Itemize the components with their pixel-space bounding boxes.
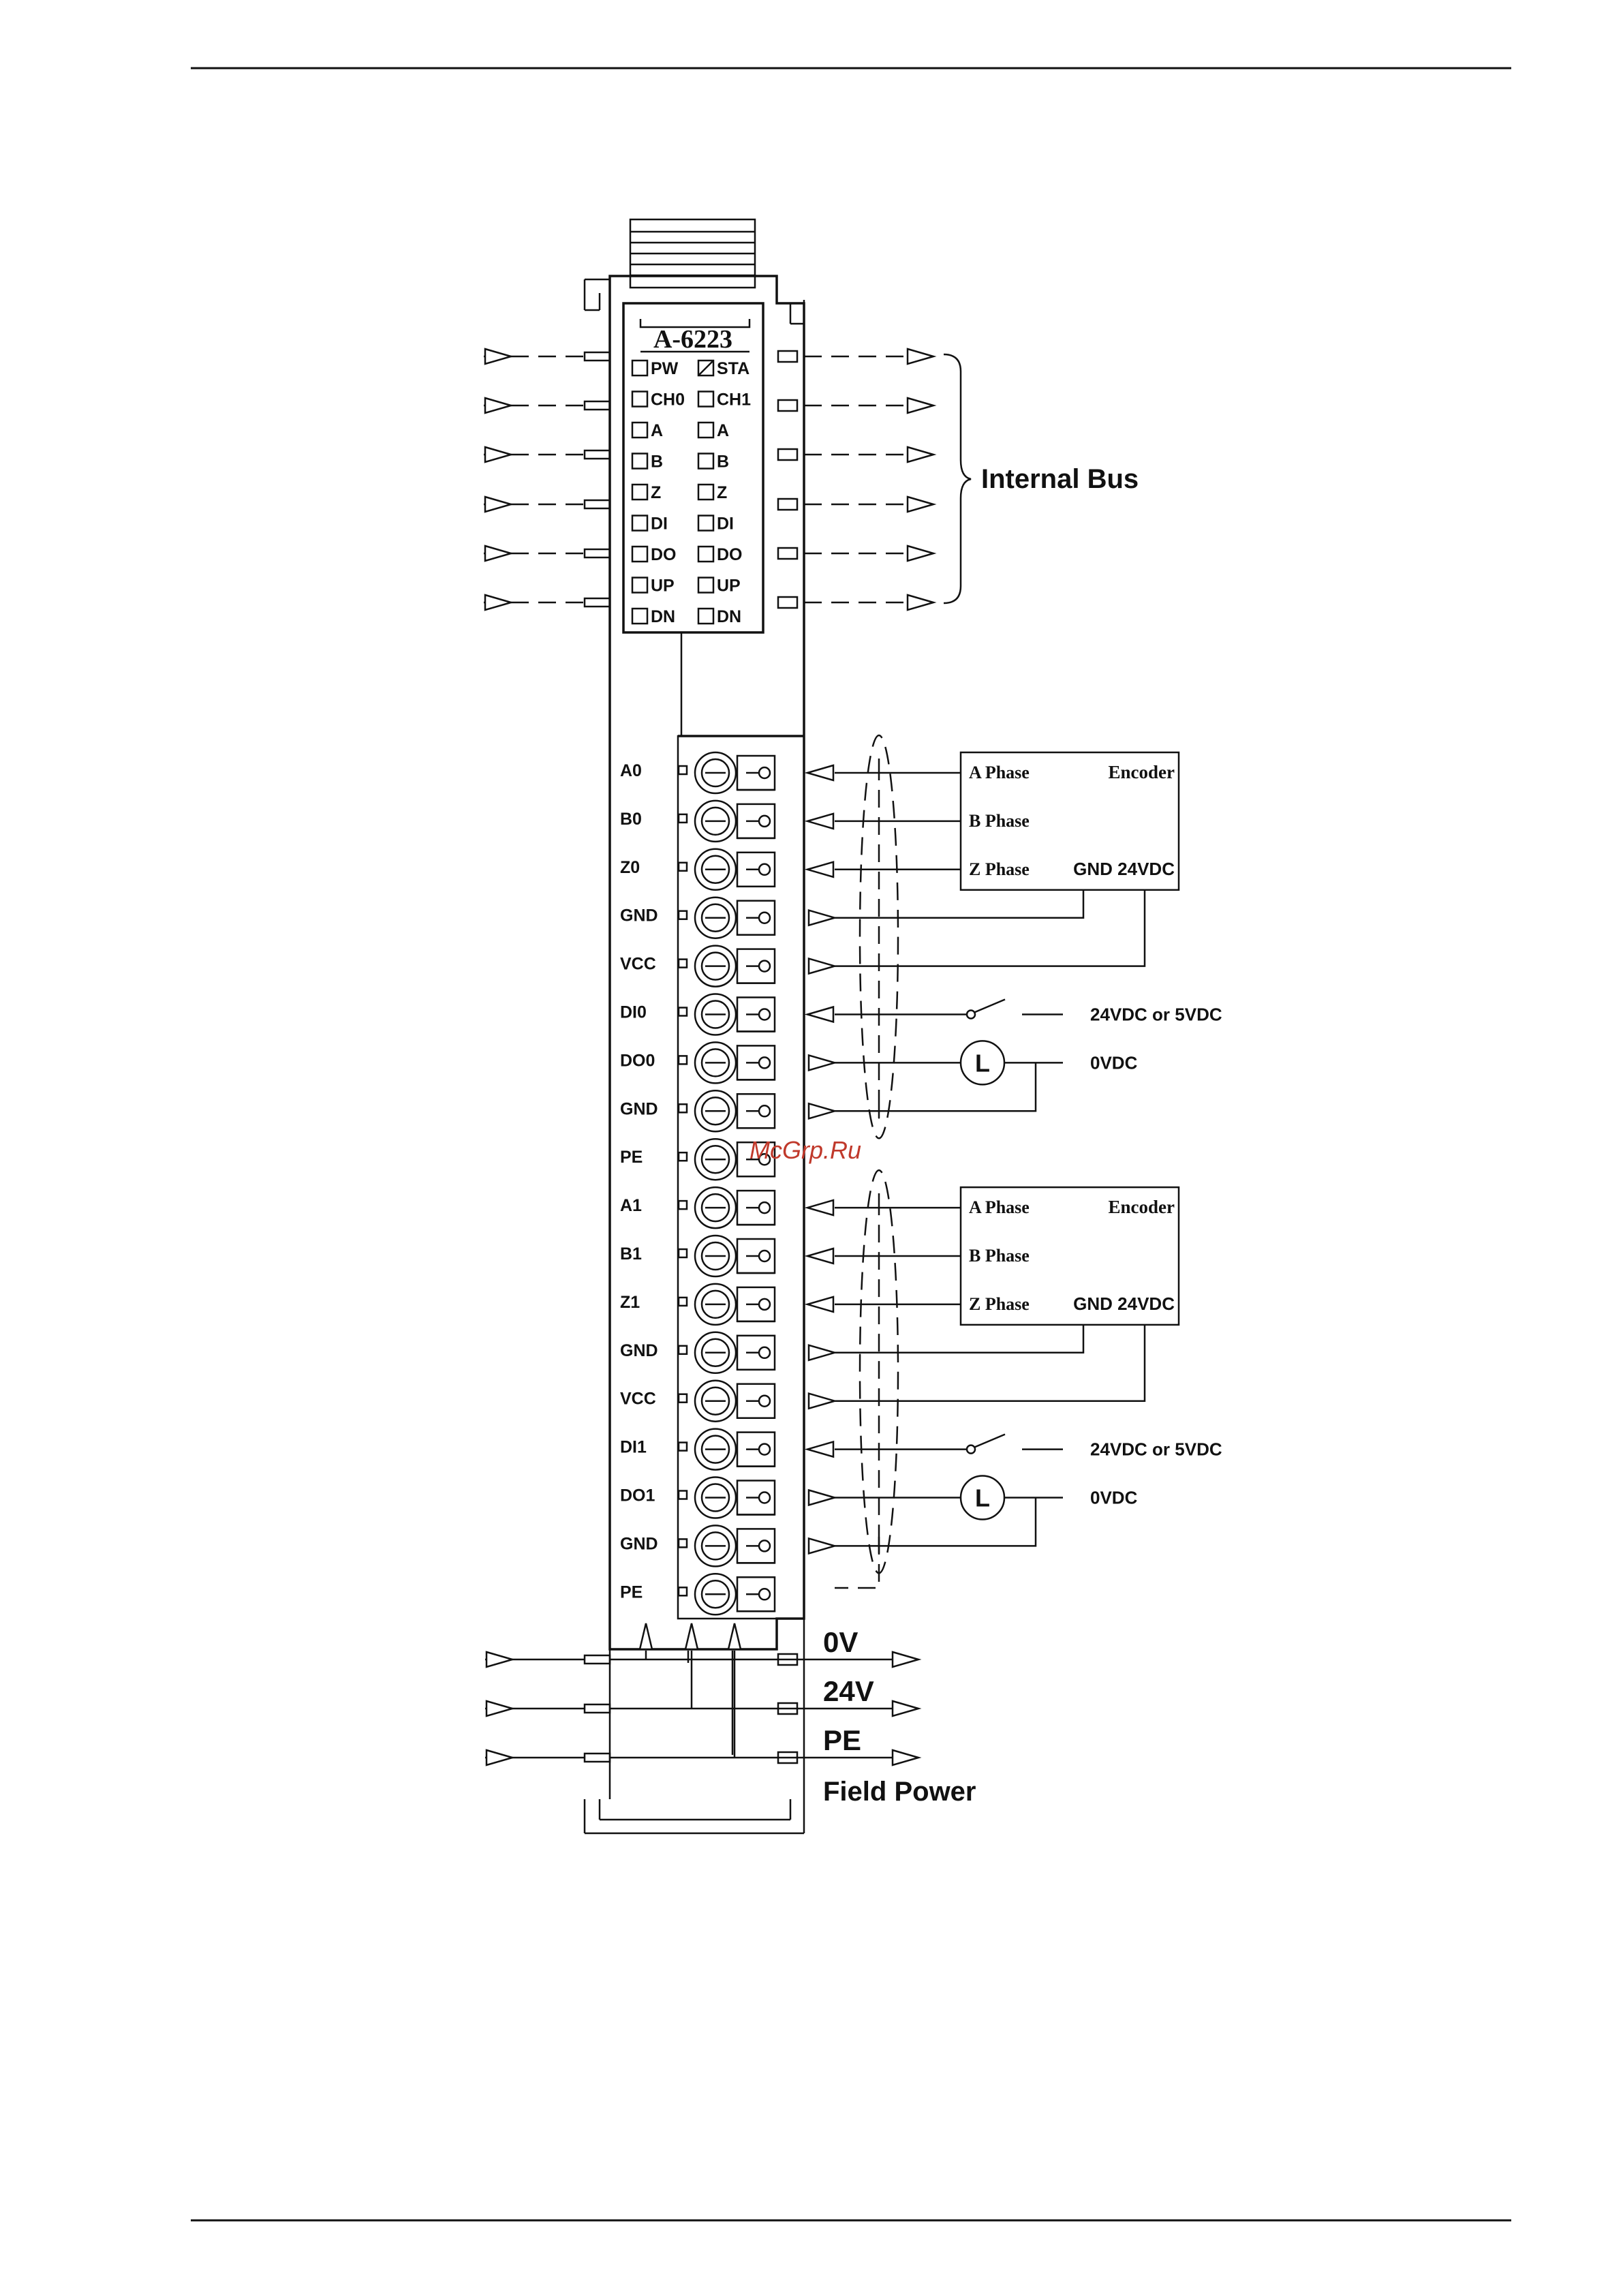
wire-arrow-out: [809, 1103, 835, 1118]
switch-blade: [974, 1435, 1005, 1448]
wire-arrow-in: [807, 765, 833, 780]
terminal-contact: [759, 1202, 770, 1213]
terminal-contact: [759, 1057, 770, 1068]
terminal-label: Z1: [620, 1292, 640, 1312]
led-indicator: [632, 547, 647, 562]
terminal-contact: [759, 767, 770, 778]
bus-contact-left: [585, 450, 610, 459]
led-indicator: [698, 392, 713, 407]
terminal-label: B1: [620, 1244, 642, 1264]
terminal-tab: [679, 1056, 687, 1064]
terminal-contact: [759, 1251, 770, 1261]
power-arrow-left: [486, 1652, 512, 1667]
terminal-tab: [679, 1394, 687, 1403]
terminal-contact: [759, 1589, 770, 1599]
led-indicator: [698, 516, 713, 531]
power-arrow-left: [486, 1701, 512, 1716]
switch-blade: [974, 1000, 1005, 1013]
watermark: McGrp.Ru: [749, 1136, 862, 1164]
terminal-contact: [759, 913, 770, 923]
bus-contact-right: [778, 449, 797, 460]
led-label-left: UP: [651, 576, 675, 596]
terminal-tab: [679, 1587, 687, 1595]
terminal-tab: [679, 1298, 687, 1306]
terminal-contact: [759, 1540, 770, 1551]
terminal-contact: [759, 1299, 770, 1310]
internal-bus-brace: [944, 354, 971, 603]
arrow-up: [728, 1623, 741, 1649]
power-24v-label: 24V: [823, 1675, 874, 1707]
power-arrow-right: [893, 1750, 918, 1765]
terminal-contact: [759, 1105, 770, 1116]
terminal-tab: [679, 1491, 687, 1499]
led-indicator: [632, 485, 647, 500]
encoder-power: GND 24VDC: [1073, 858, 1175, 879]
terminal-label: Z0: [620, 857, 640, 877]
encoder-group-1: [835, 1170, 1222, 1573]
bus-arrow-left: [485, 398, 511, 413]
arrow-up: [640, 1623, 652, 1649]
terminal-tab: [679, 1152, 687, 1161]
terminal-label: A1: [620, 1196, 642, 1216]
arrow-up: [685, 1623, 698, 1649]
load-voltage-label: 0VDC: [1090, 1487, 1138, 1508]
wire-arrow-out: [809, 1055, 835, 1070]
bus-contact-right: [778, 597, 797, 608]
led-diagonal-mark: [698, 361, 713, 376]
bus-arrow-right: [908, 546, 933, 561]
bus-arrow-left: [485, 595, 511, 610]
led-label-right: A: [717, 421, 730, 440]
terminal-contact: [759, 1347, 770, 1358]
terminal-label: DO0: [620, 1051, 655, 1071]
terminal-label: DI1: [620, 1437, 647, 1457]
bus-contact-right: [778, 548, 797, 559]
led-label-left: CH0: [651, 390, 685, 410]
terminal-label: DI0: [620, 1002, 647, 1022]
terminal-label: GND: [620, 1099, 658, 1119]
switch-contact: [967, 1445, 975, 1454]
terminal-tab: [679, 1443, 687, 1451]
terminal-label: GND: [620, 1534, 658, 1554]
internal-bus-arrows: [484, 349, 933, 610]
terminal-contact: [759, 1444, 770, 1455]
encoder-title: Encoder: [1108, 762, 1175, 782]
load-letter: L: [975, 1049, 990, 1077]
led-label-right: DI: [717, 514, 734, 534]
led-indicator: [632, 609, 647, 624]
terminal-tab: [679, 766, 687, 774]
terminal-label: DO1: [620, 1486, 655, 1505]
encoder-24v-wire: [835, 890, 1145, 966]
led-label-right: B: [717, 452, 730, 472]
led-indicator: [632, 578, 647, 593]
bus-arrow-left: [485, 349, 511, 364]
bus-arrow-left: [485, 447, 511, 462]
wire-arrow-in: [807, 1297, 833, 1312]
led-indicator: [698, 454, 713, 469]
bus-contact-left: [585, 598, 610, 607]
led-label-right: DO: [717, 545, 743, 564]
bus-contact-left: [585, 401, 610, 410]
terminal-tab: [679, 1346, 687, 1354]
led-label-left: DI: [651, 514, 668, 534]
terminal-label: VCC: [620, 954, 656, 974]
led-indicator: [698, 609, 713, 624]
encoder-group-0: [835, 735, 1222, 1138]
wire-arrow-out: [809, 1394, 835, 1409]
led-indicator: [632, 516, 647, 531]
power-contact-left: [585, 1655, 610, 1664]
wire-arrow-out: [809, 910, 835, 925]
terminal-label: B0: [620, 809, 642, 829]
led-label-left: DO: [651, 545, 677, 564]
top-connector: [630, 219, 755, 288]
terminal-label: PE: [620, 1582, 643, 1602]
load-voltage-label: 0VDC: [1090, 1052, 1138, 1073]
terminal-label: A0: [620, 761, 642, 780]
bus-arrow-right: [908, 497, 933, 512]
bus-contact-left: [585, 549, 610, 557]
encoder-phase: A Phase: [969, 1197, 1030, 1218]
bus-arrow-left: [485, 497, 511, 512]
power-0v-label: 0V: [823, 1626, 859, 1658]
wire-arrow-in: [807, 1200, 833, 1215]
bus-contact-right: [778, 351, 797, 362]
bus-arrow-right: [908, 447, 933, 462]
encoder-phase: A Phase: [969, 763, 1030, 782]
field-power-label: Field Power: [823, 1777, 976, 1807]
power-contact-left: [585, 1754, 610, 1762]
led-indicator: [698, 423, 713, 438]
field-power: [485, 1623, 976, 1807]
led-label-left: DN: [651, 607, 676, 626]
load-letter: L: [975, 1484, 990, 1512]
terminal-tab: [679, 1249, 687, 1257]
wire-arrow-in: [807, 1249, 833, 1264]
led-label-right: CH1: [717, 390, 752, 410]
led-label-left: PW: [651, 359, 679, 378]
bus-arrow-left: [485, 546, 511, 561]
terminal-contact: [759, 1009, 770, 1020]
wire-arrow-in: [807, 814, 833, 829]
bus-contact-right: [778, 499, 797, 510]
bus-arrow-right: [908, 595, 933, 610]
terminal-contact: [759, 1493, 770, 1503]
module-model: A-6223: [653, 325, 733, 354]
terminal-tab: [679, 960, 687, 968]
led-indicator: [698, 485, 713, 500]
led-indicator: [698, 547, 713, 562]
bus-arrow-right: [908, 349, 933, 364]
led-indicator: [632, 423, 647, 438]
module-housing: [585, 276, 804, 1833]
led-label-right: Z: [717, 483, 728, 502]
led-label-left: Z: [651, 483, 662, 502]
internal-bus-label: Internal Bus: [981, 464, 1139, 494]
bus-arrow-right: [908, 398, 933, 413]
led-indicator: [698, 578, 713, 593]
switch-voltage-label: 24VDC or 5VDC: [1090, 1004, 1222, 1025]
wire-arrow-in: [807, 1442, 833, 1457]
switch-voltage-label: 24VDC or 5VDC: [1090, 1439, 1222, 1460]
terminal-contact: [759, 864, 770, 875]
terminal-tab: [679, 1104, 687, 1112]
terminal-tab: [679, 863, 687, 871]
terminal-label: GND: [620, 1341, 658, 1360]
terminal-label: GND: [620, 906, 658, 925]
led-label-right: UP: [717, 576, 741, 596]
led-label-right: STA: [717, 359, 750, 378]
power-contact-left: [585, 1704, 610, 1713]
encoder-phase: B Phase: [969, 810, 1030, 831]
wire-arrow-out: [809, 1490, 835, 1505]
terminal-contact: [759, 961, 770, 972]
power-pe-label: PE: [823, 1724, 862, 1756]
led-indicator: [632, 361, 647, 376]
power-arrow-right: [893, 1701, 918, 1716]
led-panel: [623, 303, 763, 632]
led-label-left: A: [651, 421, 664, 440]
wire-arrow-in: [807, 1007, 833, 1022]
power-arrow-left: [486, 1750, 512, 1765]
encoder-phase: B Phase: [969, 1246, 1030, 1266]
encoder-power: GND 24VDC: [1073, 1293, 1175, 1314]
wire-arrow-in: [807, 862, 833, 877]
led-indicator: [632, 454, 647, 469]
terminal-tab: [679, 1539, 687, 1547]
wire-arrow-out: [809, 1538, 835, 1553]
encoder-title: Encoder: [1108, 1197, 1175, 1218]
bus-contact-left: [585, 500, 610, 508]
wire-arrow-out: [809, 959, 835, 974]
encoder-phase: Z Phase: [969, 1294, 1030, 1314]
wire-arrow-out: [809, 1345, 835, 1360]
power-arrow-right: [893, 1652, 918, 1667]
bus-contact-left: [585, 352, 610, 361]
led-label-left: B: [651, 452, 664, 472]
shield-drain-wire: [835, 1537, 879, 1588]
terminal-contact: [759, 816, 770, 827]
switch-contact: [967, 1011, 975, 1019]
terminal-label: VCC: [620, 1389, 656, 1409]
terminal-block: [620, 752, 835, 1614]
terminal-label: PE: [620, 1148, 643, 1167]
bus-contact-right: [778, 400, 797, 411]
encoder-24v-wire: [835, 1325, 1145, 1401]
terminal-tab: [679, 1008, 687, 1016]
led-label-right: DN: [717, 607, 742, 626]
terminal-tab: [679, 814, 687, 823]
terminal-tab: [679, 1201, 687, 1209]
led-indicator: [632, 392, 647, 407]
terminal-contact: [759, 1396, 770, 1407]
encoder-phase: Z Phase: [969, 859, 1030, 879]
encoder-gnd-wire: [835, 890, 1083, 918]
terminal-tab: [679, 911, 687, 919]
encoder-gnd-wire: [835, 1325, 1083, 1353]
